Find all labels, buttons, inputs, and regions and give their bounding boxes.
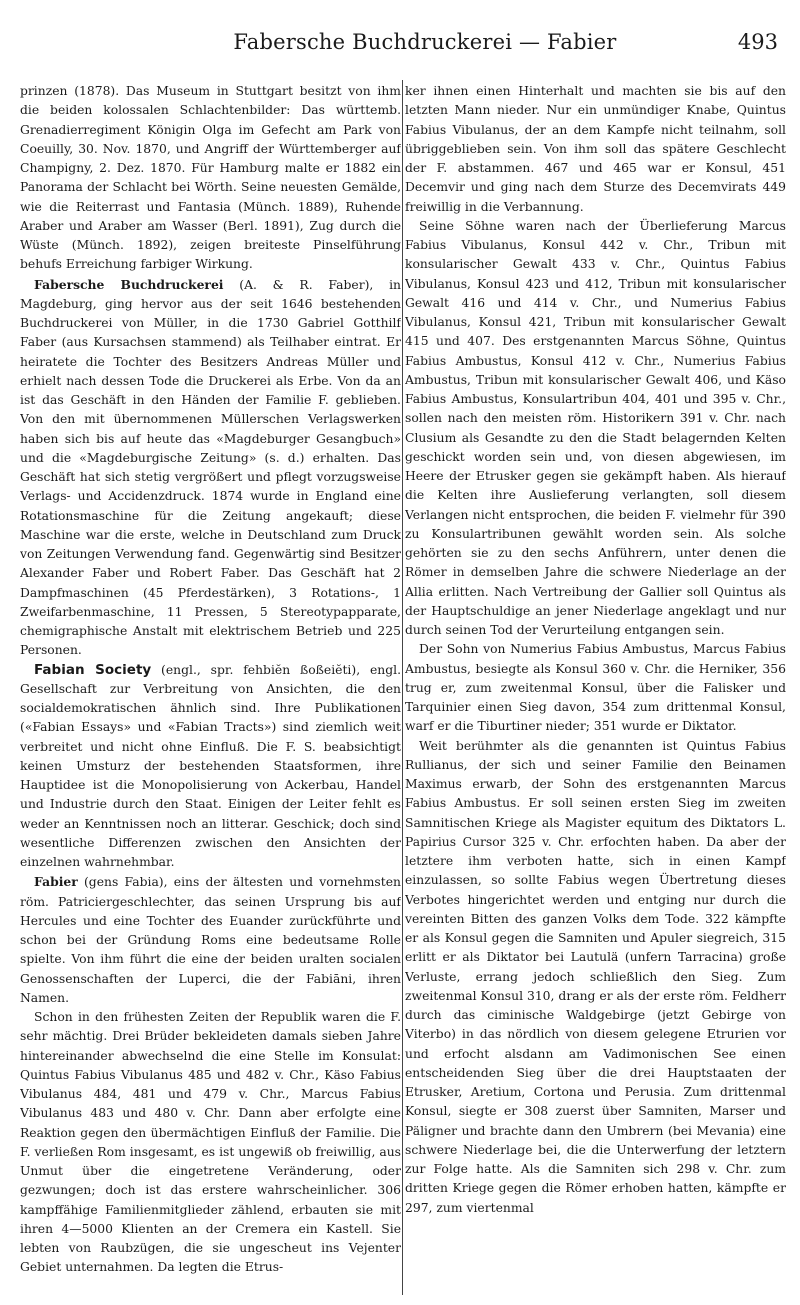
entry-text-fabersche: (A. & R. Faber), in Magdeburg, ging hervor aus der seit 1646 bestehenden Buchdruckerei von Müller, in die 1730 Gabriel Gotthilf Faber (aus Kursachsen stammend) als Teilhaber eintrat. Er heiratete die Tochter des Besitzers Andreas Müller und erhielt nach dessen Tode die Druckerei als Erbe. Von da an ist das Geschäft in den Händen der Familie F. geblieben. Von den mit übernommenen Müllerschen Verlagswerken haben sich bis auf heute das «Magdeburger Gesangbuch» und die «Magdeburgische Zeitung» (s. d.) erhalten. Das Geschäft hat sich stetig vergrößert und pflegt vorzugsweise Verlags- und Accidenzdruck. 1874 wurde in England eine Rotationsmaschine für die Zeitung angekauft; diese Maschine war die erste, welche in Deutschland zum Druck von Zeitungen Verwendung fand. Gegenwärtig sind Besitzer Alexander Faber und Robert Faber. Das Geschäft hat 2 Dampfmaschinen (45 Pferdestärken), 3 Rotations-, 1 Zweifarbenmaschine, 11 Pressen, 5 Stereotypapparate, chemigraphische Anstalt mit elektrischem Betrieb und 225 Personen. xyxy=(20,277,401,658)
entry-fabersche-buchdruckerei xyxy=(20,275,401,661)
left-column xyxy=(20,82,401,1297)
page-header xyxy=(0,0,800,60)
paragraph-marcus-ambustus: Der Sohn von Numerius Fabius Ambustus, Marcus Fabius Ambustus, besiegte als Konsul 360 v. Chr. die Herniker, 356 trug er, zum zweitenmal Konsul, über die Falisker und Tarquinier einen Sieg davon, 354 zum drittenmal Konsul, warf er die Tiburtiner nieder; 351 wurde er Diktator. xyxy=(405,642,786,734)
lemma-fabersche-buchdruckerei: Fabersche Buchdruckerei xyxy=(34,276,224,292)
entry-text-fabier: (gens Fabia), eins der ältesten und vornehmsten röm. Patriciergeschlechter, das seinen Ursprung bis auf Hercules und eine Tochter des Euander zurückführte und schon bei der Gründung Roms eine bedeutsame Rolle spielte. Von ihm führt die eine der beiden uralten socialen Genossenschaften der Luperci, die der Fabiāni, ihren Namen. xyxy=(20,875,401,1005)
paragraph-soehne: Seine Söhne waren nach der Überlieferung Marcus Fabius Vibulanus, Konsul 442 v. Chr., Tribun mit konsularischer Gewalt 433 v. Chr., Quintus Fabius Vibulanus, Konsul 423 und 412, Tribun mit konsularischer Gewalt 416 und 414 v. Chr., und Numerius Fabius Vibulanus, Konsul 421, Tribun mit konsularischer Gewalt 415 und 407. Des erstgenannten Marcus Söhne, Quintus Fabius Ambustus, Konsul 412 v. Chr., Numerius Fabius Ambustus, Tribun mit konsularischer Gewalt 406, und Käso Fabius Ambustus, Konsulartribun 404, 401 und 395 v. Chr., sollen nach den meisten röm. Historikern 391 v. Chr. nach Clusium als Gesandte zu den die Stadt belagernden Kelten geschickt worden sein und, von diesen abgewiesen, im Heere der Etrusker gegen sie gekämpft haben. Als hierauf die Kelten ihre Auslieferung verlangten, soll diesem Verlangen nicht entsprochen, die beiden F. vielmehr für 390 zu Konsulartribunen gewählt worden sein. Als solche gehörten sie zu den sechs Anführern, unter denen die Römer in demselben Jahre die schwere Niederlage an der Allia erlitten. Nach Vertreibung der Gallier soll Quintus als der Hauptschuldige an jener Niederlage angeklagt und nur durch seinen Tod der Verurteilung entgangen sein. xyxy=(405,218,786,637)
entry-text-fabian: (engl., spr. fehbiĕn ßoßeiĕti), engl. Gesellschaft zur Verbreitung von Ansichten, die den socialdemokratischen ähnlich sind. Ihre Publikationen («Fabian Essays» und «Fabian Tracts») sind ziemlich weit verbreitet und nicht ohne Einfluß. Die F. S. beabsichtigt keinen Umsturz der bestehenden Staatsformen, ihre Hauptidee ist die Monopolisierung von Ackerbau, Handel und Industrie durch den Staat. Einigen der Leiter fehlt es weder an Kenntnissen noch an litterar. Geschick; doch sind wesentliche Differenzen zwischen den Ansichten der einzelnen wahrnehmbar. xyxy=(20,662,401,869)
entry-fabier xyxy=(20,872,401,1008)
running-head: Fabersche Buchdruckerei — Fabier xyxy=(233,30,617,54)
column-divider xyxy=(402,80,403,1295)
paragraph-hinterhalt: ker ihnen einen Hinterhalt und machten sie bis auf den letzten Mann nieder. Nur ein unmündiger Knabe, Quintus Fabius Vibulanus, der an dem Kampfe nicht teilnahm, soll übriggeblieben sein. Von ihm soll das spätere Geschlecht der F. abstammen. 467 und 465 war er Konsul, 451 Decemvir und ging nach dem Sturze des Decemvirats 449 freiwillig in die Verbannung. xyxy=(405,84,786,214)
entry-fabian-society xyxy=(20,661,401,873)
lemma-fabier: Fabier xyxy=(34,874,78,890)
paragraph-republik: Schon in den frühesten Zeiten der Republik waren die F. sehr mächtig. Drei Brüder bekleideten damals sieben Jahre hintereinander abwechselnd die eine Stelle im Konsulat: Quintus Fabius Vibulanus 485 und 482 v. Chr., Käso Fabius Vibulanus 484, 481 und 479 v. Chr., Marcus Fabius Vibulanus 483 und 480 v. Chr. Dann aber erfolgte eine Reaktion gegen den übermächtigen Einfluß der Familie. Die F. verließen Rom insgesamt, es ist ungewiß ob freiwillig, aus Unmut über die eingetretene Veränderung, oder gezwungen; doch ist das erstere wahrscheinlicher. 306 kampffähige Familienmitglieder zählend, erbauten sie mit ihren 4—5000 Klienten an der Cremera ein Kastell. Sie lebten von Raubzügen, die sie ungescheut ins Vejenter Gebiet unternahmen. Da legten die Etrus- xyxy=(20,1010,401,1275)
page-number: 493 xyxy=(737,30,778,54)
paragraph-rullianus: Weit berühmter als die genannten ist Quintus Fabius Rullianus, der sich und seiner Familie den Beinamen Maximus erwarb, der Sohn des erstgenannten Marcus Fabius Ambustus. Er soll seinen ersten Sieg im zweiten Samnitischen Kriege als Magister equitum des Diktators L. Papirius Cursor 325 v. Chr. erfochten haben. Da aber der letztere ihm verboten hatte, sich in einen Kampf einzulassen, so sollte Fabius wegen Übertretung dieses Verbotes hingerichtet werden und entging nur durch die vereinten Bitten des ganzen Volks dem Tode. 322 kämpfte er als Konsul gegen die Samniten und Apuler siegreich, 315 erlitt er als Diktator bei Lautulä (unfern Tarracina) große Verluste, errang jedoch schließlich den Sieg. Zum zweitenmal Konsul 310, drang er als der erste röm. Feldherr durch das ciminische Waldgebirge (jetzt Gebirge von Viterbo) in das nördlich von diesem gelegene Etrurien vor und erfocht alsdann am Vadimonischen See einen entscheidenden Sieg über die drei Hauptstaaten der Etrusker, Aretium, Cortona und Perusia. Zum drittenmal Konsul, siegte er 308 zuerst über Samniten, Marser und Päligner und brachte dann den Umbrern (bei Mevania) eine schwere Niederlage bei, die die Unterwerfung der letztern zur Folge hatte. Als die Samniten sich 298 v. Chr. zum dritten Kriege gegen die Römer erhoben hatten, kämpfte er 297, zum viertenmal xyxy=(405,738,786,1215)
paragraph-prinzen: prinzen (1878). Das Museum in Stuttgart besitzt von ihm die beiden kolossalen Schlachtenbilder: Das württemb. Grenadierregiment Königin Olga im Gefecht am Park von Coeuilly, 30. Nov. 1870, und Angriff der Württemberger auf Champigny, 2. Dez. 1870. Für Hamburg malte er 1882 ein Panorama der Schlacht bei Wörth. Seine neuesten Gemälde, wie die Reiterrast und Fantasia (Münch. 1889), Ruhende Araber und Araber am Wasser (Berl. 1891), Zug durch die Wüste (Münch. 1892), zeigen breiteste Pinselführung behufs Erreichung farbiger Wirkung. xyxy=(20,84,401,272)
right-column xyxy=(405,82,786,1297)
lemma-fabian-society: Fabian Society xyxy=(34,661,152,678)
